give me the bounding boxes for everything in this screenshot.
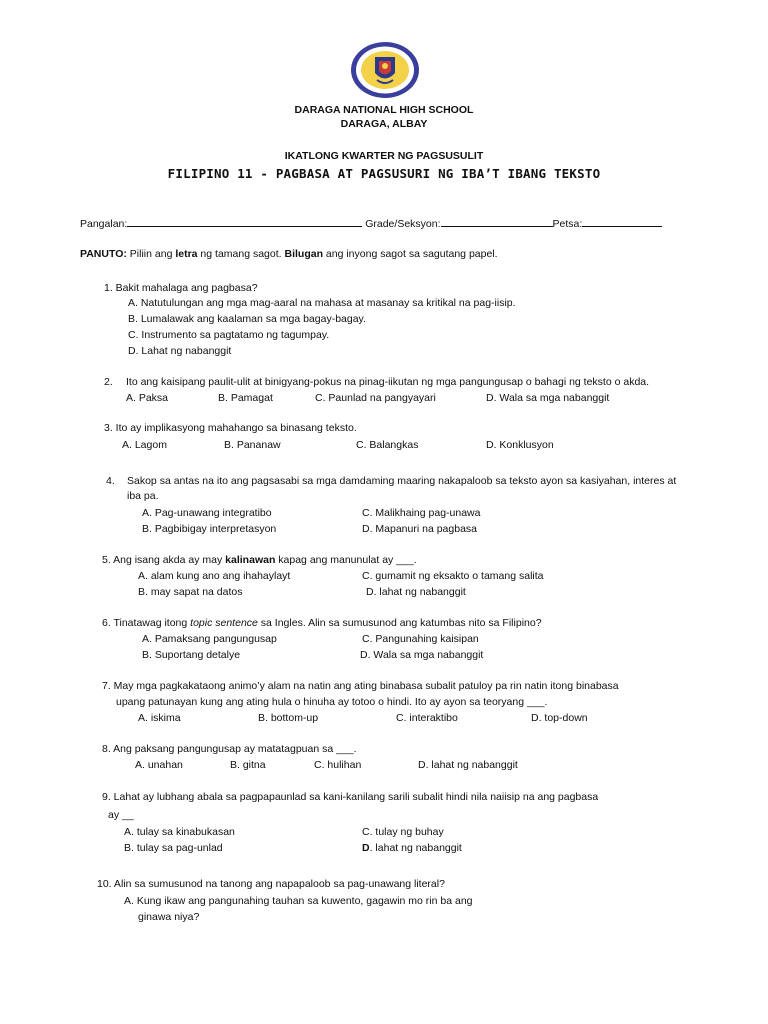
deped-seal-logo: [349, 40, 421, 100]
question-7-choice-c[interactable]: C. interaktibo: [396, 712, 458, 724]
question-2-number: 2.: [104, 376, 113, 388]
question-8-choice-c[interactable]: C. hulihan: [314, 759, 362, 771]
instructions-text: Piliin ang: [126, 248, 176, 260]
grade-label: Grade/Seksyon:: [365, 218, 441, 230]
name-field[interactable]: [127, 216, 362, 227]
question-3-choice-d[interactable]: D. Konklusyon: [486, 439, 554, 451]
date-field[interactable]: [582, 216, 662, 227]
instructions-bold-letra: letra: [175, 248, 198, 260]
instructions-label: PANUTO:: [80, 248, 127, 260]
question-5-choice-d[interactable]: D. lahat ng nabanggit: [366, 586, 466, 598]
question-4-choice-d[interactable]: D. Mapanuri na pagbasa: [362, 523, 477, 535]
student-info-row: [80, 216, 662, 231]
question-6-choice-b[interactable]: B. Suportang detalye: [142, 649, 241, 661]
question-7-choice-b[interactable]: B. bottom-up: [258, 712, 319, 724]
school-location: DARAGA, ALBAY: [340, 118, 428, 130]
question-3-choice-c[interactable]: C. Balangkas: [356, 439, 419, 451]
question-5-choice-a[interactable]: A. alam kung ano ang ihahaylayt: [138, 570, 291, 582]
grade-field[interactable]: [441, 216, 553, 227]
question-2-choice-a[interactable]: A. Paksa: [126, 392, 169, 404]
question-9-choice-a[interactable]: A. tulay sa kinabukasan: [124, 826, 235, 838]
instructions: [80, 248, 498, 261]
question-9-stem: 9. Lahat ay lubhang abala sa pagpapaunlad sa kani-kanilang sarili subalit hindi nila naiisip na ang pagbasa: [102, 791, 599, 803]
question-5-stem: [102, 554, 417, 567]
question-9-choice-d-letter: D: [362, 842, 370, 854]
question-5-choice-b[interactable]: B. may sapat na datos: [138, 586, 243, 598]
question-3-choice-b[interactable]: B. Pananaw: [224, 439, 281, 451]
question-8-choice-a[interactable]: A. unahan: [135, 759, 183, 771]
question-6-text: sa Ingles. Alin sa sumusunod ang katumbas nito sa Filipino?: [257, 617, 542, 629]
question-6-choice-c[interactable]: C. Pangunahing kaisipan: [362, 633, 479, 645]
question-7-stem-cont: upang patunayan kung ang ating hula o hinuha ay totoo o hindi. Ito ay ayon sa teoryang ___.: [116, 696, 548, 708]
question-5-text: kapag ang manunulat ay ___.: [275, 554, 417, 566]
instructions-text: ang inyong sagot sa sagutang papel.: [323, 248, 498, 260]
instructions-text: ng tamang sagot.: [197, 248, 285, 260]
question-10-choice-a[interactable]: A. Kung ikaw ang pangunahing tauhan sa kuwento, gagawin mo rin ba ang: [124, 895, 473, 907]
exam-period: IKATLONG KWARTER NG PAGSUSULIT: [284, 150, 484, 162]
question-2-choice-c[interactable]: C. Paunlad na pangyayari: [315, 392, 436, 404]
question-10-choice-a-cont: ginawa niya?: [138, 911, 200, 923]
question-6-stem: [102, 617, 542, 630]
question-9-stem-cont: ay __: [108, 809, 134, 821]
question-10-stem: 10. Alin sa sumusunod na tanong ang napapaloob sa pag-unawang literal?: [97, 878, 445, 890]
question-6-italic-term: topic sentence: [190, 617, 258, 629]
question-9-choice-d[interactable]: [362, 842, 462, 855]
question-4-choice-c[interactable]: C. Malikhaing pag-unawa: [362, 507, 481, 519]
school-name: DARAGA NATIONAL HIGH SCHOOL: [294, 104, 474, 116]
question-3-stem: 3. Ito ay implikasyong mahahango sa binasang teksto.: [104, 422, 357, 434]
question-2-stem: Ito ang kaisipang paulit-ulit at binigyang-pokus na pinag-iikutan ng mga pangungusap o bahagi ng teksto o akda.: [126, 376, 650, 388]
question-6-choice-a[interactable]: A. Pamaksang pangungusap: [142, 633, 277, 645]
question-5-text: 5. Ang isang akda ay may: [102, 554, 226, 566]
instructions-bold-bilugan: Bilugan: [284, 248, 323, 260]
question-2-choice-d[interactable]: D. Wala sa mga nabanggit: [486, 392, 610, 404]
question-8-stem: 8. Ang paksang pangungusap ay matatagpuan sa ___.: [102, 743, 357, 755]
question-5-choice-c[interactable]: C. gumamit ng eksakto o tamang salita: [362, 570, 544, 582]
question-2-choice-b[interactable]: B. Pamagat: [218, 392, 273, 404]
question-5-bold-term: kalinawan: [225, 554, 276, 566]
question-4-stem: Sakop sa antas na ito ang pagsasabi sa mga damdaming maaring nakapaloob sa teksto ayon sa kasiyahan, interes at: [127, 475, 677, 487]
question-9-choice-b[interactable]: B. tulay sa pag-unlad: [124, 842, 223, 854]
question-9-choice-c[interactable]: C. tulay ng buhay: [362, 826, 444, 838]
subject-title: FILIPINO 11 - PAGBASA AT PAGSUSURI NG IBA’T IBANG TEKSTO: [167, 166, 601, 181]
question-1-stem: 1. Bakit mahalaga ang pagbasa?: [104, 282, 258, 294]
question-6-text: 6. Tinatawag itong: [102, 617, 191, 629]
question-1-choice-d[interactable]: D. Lahat ng nabanggit: [128, 345, 232, 357]
question-9-choice-d-text: . lahat ng nabanggit: [369, 842, 462, 854]
question-4-choice-a[interactable]: A. Pag-unawang integratibo: [142, 507, 272, 519]
question-7-stem: 7. May mga pagkakataong animo’y alam na natin ang ating binabasa subalit patuloy pa rin natin itong binabasa: [102, 680, 619, 692]
question-8-choice-d[interactable]: D. lahat ng nabanggit: [418, 759, 518, 771]
question-4-stem-cont: iba pa.: [127, 490, 159, 502]
question-1-choice-a[interactable]: A. Natutulungan ang mga mag-aaral na mahasa at masanay sa kritikal na pag-iisip.: [128, 297, 516, 309]
question-7-choice-a[interactable]: A. iskima: [138, 712, 181, 724]
question-4-choice-b[interactable]: B. Pagbibigay interpretasyon: [142, 523, 277, 535]
question-1-choice-c[interactable]: C. Instrumento sa pagtatamo ng tagumpay.: [128, 329, 330, 341]
question-4-number: 4.: [106, 475, 115, 487]
name-label: Pangalan:: [80, 218, 128, 230]
question-6-choice-d[interactable]: D. Wala sa mga nabanggit: [360, 649, 484, 661]
question-7-choice-d[interactable]: D. top-down: [531, 712, 588, 724]
question-1-choice-b[interactable]: B. Lumalawak ang kaalaman sa mga bagay-bagay.: [128, 313, 366, 325]
date-label: Petsa:: [552, 218, 583, 230]
question-8-choice-b[interactable]: B. gitna: [230, 759, 266, 771]
question-3-choice-a[interactable]: A. Lagom: [122, 439, 167, 451]
